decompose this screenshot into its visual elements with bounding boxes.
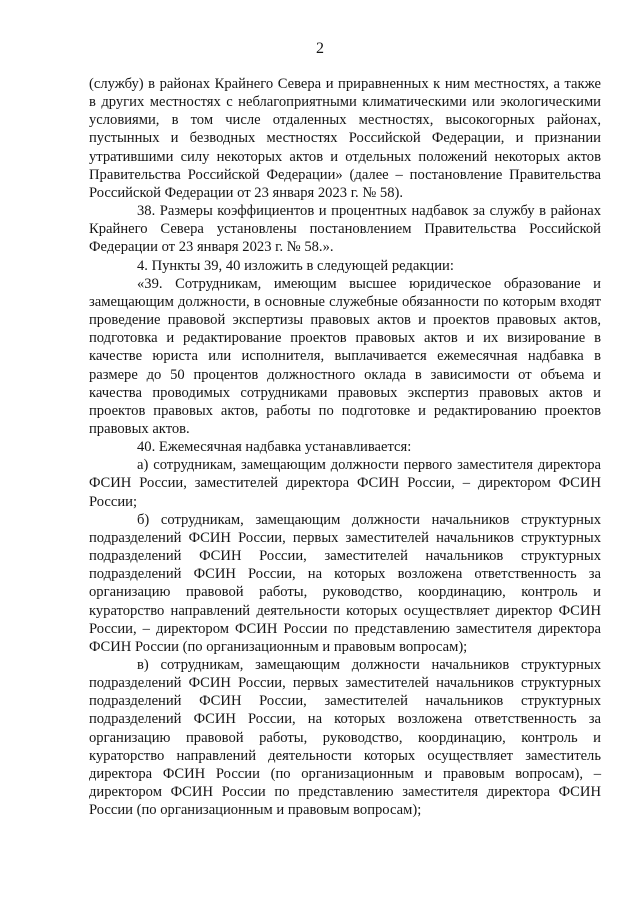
paragraph-subitem-v: в) сотрудникам, замещающим должности начальников структурных подразделений ФСИН России, первых заместителей начальников структурных подразделений ФСИН России, заместителей начальников структурных подразделений ФСИН России, на которых возложена ответственность за организацию правовой работы, руководство, координацию, контроль и кураторство направлений деятельности которых осуществляет заместитель директора ФСИН России (по организационным и правовым вопросам), – директором ФСИН России по представлению заместителя директора ФСИН России (по организационным и правовым вопросам);: [89, 657, 601, 819]
paragraph-item-4: 4. Пункты 39, 40 изложить в следующей редакции:: [137, 257, 454, 274]
paragraph-item-40: 40. Ежемесячная надбавка устанавливается:: [137, 439, 412, 456]
paragraph-item-39: «39. Сотрудникам, имеющим высшее юридическое образование и замещающим должности, в основные служебные обязанности по которым входят проведение правовой экспертизы правовых актов и проектов правовых актов, подготовка и редактирование проектов правовых актов и их визирование в качестве юриста или исполнителя, выплачивается ежемесячная надбавка в размере до 50 процентов должностного оклада в зависимости от объема и качества проводимых сотрудниками правовых экспертиз правовых актов и проектов правовых актов, работы по подготовке и редактированию проектов правовых актов.: [89, 275, 601, 437]
paragraph-continuation: (службу) в районах Крайнего Севера и приравненных к ним местностях, а также в других местностях с неблагоприятными климатическими или экологическими условиями, в том числе отдаленных местностях, высокогорных районах, пустынных и безводных местностях Российской Федерации, и признании утратившими силу некоторых актов и отдельных положений некоторых актов Правительства Российской Федерации» (далее – постановление Правительства Российской Федерации от 23 января 2023 г. № 58).: [89, 76, 601, 201]
paragraph-item-38: 38. Размеры коэффициентов и процентных надбавок за службу в районах Крайнего Севера установлены постановлением Правительства Российской Федерации от 23 января 2023 г. № 58.».: [89, 203, 601, 256]
page-number: 2: [316, 40, 324, 57]
paragraph-subitem-b: б) сотрудникам, замещающим должности начальников структурных подразделений ФСИН России, первых заместителей начальников структурных подразделений ФСИН России, заместителей начальников структурных подразделений ФСИН России, на которых возложена ответственность за организацию правовой работы, руководство, координацию, контроль и кураторство направлений деятельности которых осуществляет директор ФСИН России, – директором ФСИН России по представлению заместителя директора ФСИН России (по организационным и правовым вопросам);: [89, 511, 601, 655]
document-body: [89, 75, 601, 819]
paragraph-subitem-a: а) сотрудникам, замещающим должности первого заместителя директора ФСИН России, заместителей директора ФСИН России, – директором ФСИН России;: [89, 457, 601, 510]
